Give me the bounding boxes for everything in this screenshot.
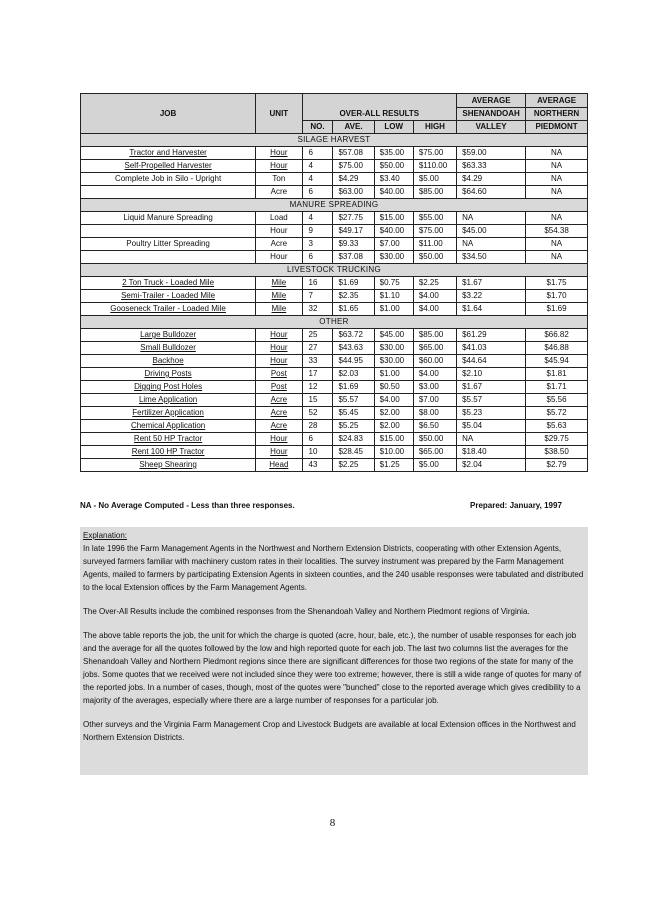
explanation-paragraph-1: In late 1996 the Farm Management Agents in the Northwest and Northern Extension Districts, cooperating with other Extension Agents, surveyed farmers familiar with machinery custom rates in their localities. The survey instrument was prepared by the Farm Management Agents, mailed to farmers by participating Extension Agents in sixteen counties, and the 240 usable responses were tabulated and distributed to the local Extension offices by the Farm Management Agents. [83, 544, 584, 592]
cell-high: $5.00 [413, 459, 456, 472]
cell-unit [256, 212, 302, 225]
cell-pied: NA [526, 251, 588, 264]
unit-label: Acre [270, 421, 288, 430]
na-footnote: NA - No Average Computed - Less than three responses. [80, 501, 295, 510]
cell-shen: $5.57 [457, 394, 526, 407]
table-row [81, 329, 588, 342]
cell-low: $2.00 [374, 420, 413, 433]
cell-no: 4 [302, 173, 333, 186]
cell-low: $0.50 [374, 381, 413, 394]
cell-job [81, 160, 256, 173]
high-header: HIGH [413, 121, 456, 134]
cell-unit [256, 420, 302, 433]
cell-unit [256, 147, 302, 160]
cell-shen: $2.10 [457, 368, 526, 381]
cell-ave: $57.08 [333, 147, 374, 160]
no-header: NO. [302, 121, 333, 134]
cell-pied: $46.88 [526, 342, 588, 355]
job-name: Chemical Application [130, 421, 206, 430]
cell-low: $50.00 [374, 160, 413, 173]
cell-no: 3 [302, 238, 333, 251]
piedmont-header-bot: PIEDMONT [526, 121, 588, 134]
cell-high: $65.00 [413, 446, 456, 459]
explanation-box [80, 527, 588, 775]
cell-unit [256, 381, 302, 394]
cell-job [81, 394, 256, 407]
table-row [81, 303, 588, 316]
cell-no: 6 [302, 147, 333, 160]
cell-shen: $18.40 [457, 446, 526, 459]
table-row [81, 407, 588, 420]
section-title: SILAGE HARVEST [81, 134, 588, 147]
cell-unit [256, 433, 302, 446]
cell-job [81, 368, 256, 381]
job-name: Small Bulldozer [140, 343, 196, 352]
cell-ave: $1.65 [333, 303, 374, 316]
job-name: Semi-Trailer - Loaded Mile [121, 291, 216, 300]
unit-label: Mile [271, 291, 287, 300]
unit-label: Hour [270, 161, 288, 170]
cell-ave: $2.35 [333, 290, 374, 303]
cell-low: $1.10 [374, 290, 413, 303]
low-header: LOW [374, 121, 413, 134]
job-name: Driving Posts [144, 369, 192, 378]
section-title: LIVESTOCK TRUCKING [81, 264, 588, 277]
cell-low: $1.00 [374, 303, 413, 316]
cell-low: $10.00 [374, 446, 413, 459]
job-name: Complete Job in Silo - Upright [114, 174, 222, 183]
cell-shen: $1.67 [457, 381, 526, 394]
table-row [81, 342, 588, 355]
cell-no: 27 [302, 342, 333, 355]
explanation-paragraph-3: The above table reports the job, the unit for which the charge is quoted (acre, hour, bale, etc.), the number of usable responses for each job and the average for all the quotes followed by the low and high reported quote for each job. The last two columns list the averages for the Shenandoah Valley and Northern Piedmont regions since there are significant differences for those two regions of the state for many of the jobs. Some quotes that we received were not included since they were too extreme; however, there is still a wide range of quotes for many of the reported jobs. In a number of cases, though, most of the quotes were "bunched" close to the reported average which gives credibility to a majority of the averages, especially where there are a large number of responses for a particular job. [83, 631, 582, 705]
cell-low: $2.00 [374, 407, 413, 420]
table-row [81, 160, 588, 173]
cell-pied: NA [526, 238, 588, 251]
table-row [81, 446, 588, 459]
ave-header: AVE. [333, 121, 374, 134]
cell-unit [256, 225, 302, 238]
cell-low: $30.00 [374, 251, 413, 264]
cell-job [81, 173, 256, 186]
table-row [81, 238, 588, 251]
cell-high: $65.00 [413, 342, 456, 355]
cell-job [81, 446, 256, 459]
job-name: Large Bulldozer [140, 330, 197, 339]
cell-shen: $5.04 [457, 420, 526, 433]
job-name: Lime Application [138, 395, 198, 404]
cell-high: $4.00 [413, 303, 456, 316]
cell-pied: $1.71 [526, 381, 588, 394]
cell-high: $75.00 [413, 147, 456, 160]
cell-pied: NA [526, 147, 588, 160]
cell-shen: $45.00 [457, 225, 526, 238]
cell-pied: $5.72 [526, 407, 588, 420]
cell-job [81, 212, 256, 225]
cell-no: 7 [302, 290, 333, 303]
cell-high: $85.00 [413, 186, 456, 199]
custom-rates-table [80, 93, 588, 472]
cell-low: $7.00 [374, 238, 413, 251]
cell-unit [256, 459, 302, 472]
cell-low: $0.75 [374, 277, 413, 290]
cell-unit [256, 290, 302, 303]
explanation-paragraph-2: The Over-All Results include the combined responses from the Shenandoah Valley and Northern Piedmont regions of Virginia. [83, 607, 530, 616]
cell-high: $11.00 [413, 238, 456, 251]
cell-shen: $44.64 [457, 355, 526, 368]
cell-high: $8.00 [413, 407, 456, 420]
cell-pied: NA [526, 212, 588, 225]
job-name: Digging Post Holes [134, 382, 203, 391]
cell-low: $35.00 [374, 147, 413, 160]
cell-unit [256, 238, 302, 251]
section-header-row [81, 199, 588, 212]
cell-unit [256, 329, 302, 342]
cell-no: 16 [302, 277, 333, 290]
cell-low: $1.00 [374, 368, 413, 381]
cell-high: $4.00 [413, 290, 456, 303]
cell-pied: $1.75 [526, 277, 588, 290]
shenandoah-header-mid: SHENANDOAH [457, 108, 526, 121]
cell-ave: $63.72 [333, 329, 374, 342]
cell-high: $6.50 [413, 420, 456, 433]
unit-label: Hour [270, 252, 288, 261]
section-title: OTHER [81, 316, 588, 329]
job-name: Liquid Manure Spreading [123, 213, 213, 222]
cell-high: $50.00 [413, 251, 456, 264]
table-row [81, 433, 588, 446]
cell-shen: $3.22 [457, 290, 526, 303]
table-row [81, 225, 588, 238]
cell-job [81, 420, 256, 433]
cell-unit [256, 251, 302, 264]
cell-unit [256, 407, 302, 420]
cell-job [81, 433, 256, 446]
unit-label: Load [269, 213, 288, 222]
prepared-date: Prepared: January, 1997 [470, 501, 562, 510]
cell-ave: $9.33 [333, 238, 374, 251]
job-name: Rent 100 HP Tractor [131, 447, 205, 456]
unit-label: Hour [270, 148, 288, 157]
unit-label: Head [269, 460, 289, 469]
cell-ave: $27.75 [333, 212, 374, 225]
cell-shen: $64.60 [457, 186, 526, 199]
cell-job [81, 303, 256, 316]
unit-label: Acre [270, 408, 288, 417]
cell-ave: $75.00 [333, 160, 374, 173]
cell-ave: $49.17 [333, 225, 374, 238]
table-row [81, 420, 588, 433]
cell-shen: $5.23 [457, 407, 526, 420]
cell-pied: $2.79 [526, 459, 588, 472]
cell-no: 28 [302, 420, 333, 433]
unit-label: Mile [271, 278, 287, 287]
cell-no: 6 [302, 433, 333, 446]
cell-job [81, 238, 256, 251]
section-header-row [81, 316, 588, 329]
cell-ave: $44.95 [333, 355, 374, 368]
cell-no: 4 [302, 212, 333, 225]
cell-unit [256, 394, 302, 407]
cell-shen: $34.50 [457, 251, 526, 264]
cell-job [81, 329, 256, 342]
unit-label: Hour [270, 330, 288, 339]
cell-low: $30.00 [374, 342, 413, 355]
cell-ave: $4.29 [333, 173, 374, 186]
cell-ave: $5.57 [333, 394, 374, 407]
unit-label: Ton [272, 174, 286, 183]
cell-no: 17 [302, 368, 333, 381]
cell-high: $60.00 [413, 355, 456, 368]
cell-job [81, 342, 256, 355]
cell-ave: $63.00 [333, 186, 374, 199]
cell-ave: $5.45 [333, 407, 374, 420]
table-row [81, 368, 588, 381]
cell-ave: $28.45 [333, 446, 374, 459]
cell-low: $3.40 [374, 173, 413, 186]
cell-shen: $63.33 [457, 160, 526, 173]
cell-no: 15 [302, 394, 333, 407]
cell-low: $15.00 [374, 433, 413, 446]
cell-pied: $54.38 [526, 225, 588, 238]
cell-no: 6 [302, 186, 333, 199]
cell-pied: NA [526, 173, 588, 186]
cell-job [81, 277, 256, 290]
unit-label: Post [270, 369, 287, 378]
cell-low: $40.00 [374, 225, 413, 238]
cell-no: 43 [302, 459, 333, 472]
cell-pied: $5.63 [526, 420, 588, 433]
table-row [81, 277, 588, 290]
cell-unit [256, 342, 302, 355]
job-name: Poultry Litter Spreading [126, 239, 210, 248]
cell-ave: $24.83 [333, 433, 374, 446]
cell-unit [256, 303, 302, 316]
cell-job [81, 355, 256, 368]
cell-ave: $43.63 [333, 342, 374, 355]
unit-label: Hour [270, 356, 288, 365]
unit-label: Post [270, 382, 287, 391]
cell-pied: $45.94 [526, 355, 588, 368]
cell-ave: $1.69 [333, 381, 374, 394]
cell-pied: $5.56 [526, 394, 588, 407]
cell-no: 10 [302, 446, 333, 459]
cell-job [81, 407, 256, 420]
shenandoah-header-bot: VALLEY [457, 121, 526, 134]
explanation-paragraph-4: Other surveys and the Virginia Farm Management Crop and Livestock Budgets are available at local Extension offices in the Northwest and Northern Extension Districts. [83, 720, 576, 742]
section-title: MANURE SPREADING [81, 199, 588, 212]
cell-low: $45.00 [374, 329, 413, 342]
cell-unit [256, 355, 302, 368]
cell-job [81, 251, 256, 264]
cell-low: $15.00 [374, 212, 413, 225]
cell-job [81, 225, 256, 238]
cell-low: $40.00 [374, 186, 413, 199]
unit-label: Hour [270, 226, 288, 235]
cell-shen: NA [457, 433, 526, 446]
section-header-row [81, 134, 588, 147]
cell-no: 25 [302, 329, 333, 342]
cell-no: 9 [302, 225, 333, 238]
cell-ave: $37.08 [333, 251, 374, 264]
cell-pied: NA [526, 186, 588, 199]
shenandoah-header-top: AVERAGE [457, 94, 526, 108]
cell-ave: $1.69 [333, 277, 374, 290]
cell-ave: $5.25 [333, 420, 374, 433]
job-name: Sheep Shearing [139, 460, 197, 469]
cell-shen: $59.00 [457, 147, 526, 160]
cell-pied: $29.75 [526, 433, 588, 446]
cell-high: $2.25 [413, 277, 456, 290]
cell-shen: NA [457, 212, 526, 225]
cell-ave: $2.03 [333, 368, 374, 381]
table-row [81, 381, 588, 394]
cell-high: $110.00 [413, 160, 456, 173]
cell-no: 33 [302, 355, 333, 368]
cell-shen: $1.64 [457, 303, 526, 316]
cell-shen: $2.04 [457, 459, 526, 472]
cell-unit [256, 186, 302, 199]
cell-pied: $1.69 [526, 303, 588, 316]
cell-unit [256, 446, 302, 459]
job-name: Tractor and Harvester [129, 148, 207, 157]
cell-shen: $61.29 [457, 329, 526, 342]
table-row [81, 212, 588, 225]
cell-shen: $4.29 [457, 173, 526, 186]
unit-label: Hour [270, 343, 288, 352]
cell-ave: $2.25 [333, 459, 374, 472]
cell-low: $1.25 [374, 459, 413, 472]
cell-high: $55.00 [413, 212, 456, 225]
cell-pied: $66.82 [526, 329, 588, 342]
cell-high: $5.00 [413, 173, 456, 186]
cell-pied: NA [526, 160, 588, 173]
cell-shen: $1.67 [457, 277, 526, 290]
section-header-row [81, 264, 588, 277]
cell-high: $4.00 [413, 368, 456, 381]
table-row [81, 186, 588, 199]
unit-label: Hour [270, 447, 288, 456]
job-header: JOB [81, 94, 256, 134]
cell-no: 52 [302, 407, 333, 420]
explanation-heading: Explanation: [83, 531, 128, 540]
cell-high: $85.00 [413, 329, 456, 342]
table-row [81, 355, 588, 368]
cell-high: $75.00 [413, 225, 456, 238]
page-number: 8 [329, 817, 336, 829]
cell-no: 12 [302, 381, 333, 394]
cell-unit [256, 368, 302, 381]
table-row [81, 173, 588, 186]
table-row [81, 290, 588, 303]
unit-header: UNIT [256, 94, 302, 134]
cell-pied: $1.81 [526, 368, 588, 381]
unit-label: Acre [270, 395, 288, 404]
cell-job [81, 290, 256, 303]
cell-high: $3.00 [413, 381, 456, 394]
job-name: Backhoe [152, 356, 184, 365]
cell-job [81, 147, 256, 160]
cell-no: 6 [302, 251, 333, 264]
overall-results-header: OVER-ALL RESULTS [302, 108, 457, 121]
unit-label: Acre [270, 187, 288, 196]
piedmont-header-mid: NORTHERN [526, 108, 588, 121]
cell-job [81, 186, 256, 199]
cell-unit [256, 173, 302, 186]
cell-unit [256, 277, 302, 290]
cell-job [81, 459, 256, 472]
job-name: Rent 50 HP Tractor [133, 434, 203, 443]
cell-low: $4.00 [374, 394, 413, 407]
unit-label: Hour [270, 434, 288, 443]
cell-high: $50.00 [413, 433, 456, 446]
table-row [81, 147, 588, 160]
job-name: Gooseneck Trailer - Loaded Mile [110, 304, 226, 313]
cell-pied: $1.70 [526, 290, 588, 303]
unit-label: Mile [271, 304, 287, 313]
table-row [81, 459, 588, 472]
table-row [81, 251, 588, 264]
job-name: Self-Propelled Harvester [124, 161, 212, 170]
cell-high: $7.00 [413, 394, 456, 407]
cell-shen: $41.03 [457, 342, 526, 355]
cell-no: 32 [302, 303, 333, 316]
cell-job [81, 381, 256, 394]
piedmont-header-top: AVERAGE [526, 94, 588, 108]
cell-low: $30.00 [374, 355, 413, 368]
job-name: 2 Ton Truck - Loaded Mile [122, 278, 215, 287]
table-row [81, 394, 588, 407]
cell-pied: $38.50 [526, 446, 588, 459]
job-name: Fertilizer Application [132, 408, 204, 417]
cell-no: 4 [302, 160, 333, 173]
cell-shen: NA [457, 238, 526, 251]
unit-label: Acre [270, 239, 288, 248]
cell-unit [256, 160, 302, 173]
